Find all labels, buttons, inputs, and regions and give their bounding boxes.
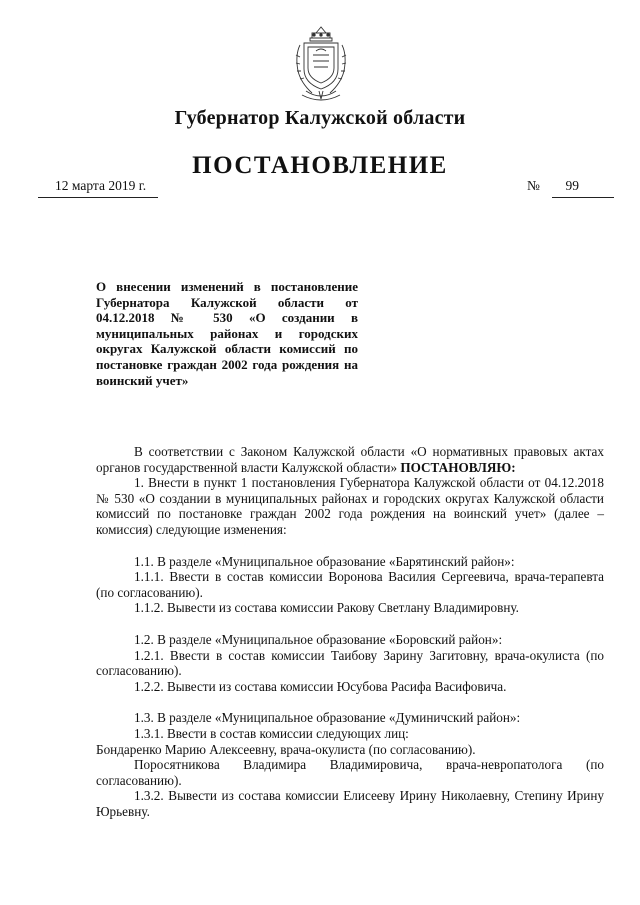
paragraph-1-1-1: 1.1.1. Ввести в состав комиссии Воронова Василия Сергеевича, врача-терапевта (по согласованию). [96, 569, 604, 600]
paragraph-1-3-1-person-a: Бондаренко Марию Алексеевну, врача-окулиста (по согласованию). [96, 741, 476, 757]
paragraph-1-2-2: 1.2.2. Вывести из состава комиссии Юсубова Расифа Васифовича. [134, 678, 507, 694]
document-type-heading: ПОСТАНОВЛЕНИЕ [192, 152, 448, 179]
preamble-text: В соответствии с Законом Калужской области «О нормативных правовых актах органов государственной власти Калужской области» [96, 444, 604, 475]
paragraph-1-3-2: 1.3.2. Вывести из состава комиссии Елисееву Ирину Николаевну, Степину Ирину Юрьевну. [96, 788, 604, 819]
paragraph-1-3-1: 1.3.1. Ввести в состав комиссии следующих лиц: [134, 725, 409, 741]
paragraph-1: 1. Внести в пункт 1 постановления Губернатора Калужской области от 04.12.2018 № 530 «О создании в муниципальных районах и городских округах Калужской области комиссий по постановке граждан 2002 года рождения на воинский учет» (далее – комиссия) следующие изменения: [96, 475, 604, 537]
date-underline [38, 197, 158, 198]
number-sign: № [527, 178, 540, 193]
paragraph-1-3-1-person-b: Поросятникова Владимира Владимировича, врача-невропатолога (по согласованию). [96, 757, 604, 788]
paragraph-1-1: 1.1. В разделе «Муниципальное образование «Барятинский район»: [134, 553, 515, 569]
document-number: 99 [565, 178, 580, 193]
document-number-block [527, 178, 601, 194]
coat-of-arms-emblem [292, 25, 350, 103]
number-underline [552, 197, 614, 198]
authority-title: Губернатор Калужской области [174, 107, 466, 129]
document-title: О внесении изменений в постановление Губернатора Калужской области от 04.12.2018 № 530 «О создании в муниципальных районах и городских округах Калужской области комиссий по постановке граждан 2002 года рождения на воинский учет» [96, 279, 358, 388]
paragraph-1-2: 1.2. В разделе «Муниципальное образование «Боровский район»: [134, 631, 503, 647]
document-body [96, 444, 604, 819]
decree-word: ПОСТАНОВЛЯЮ: [400, 459, 516, 475]
paragraph-1-1-2: 1.1.2. Вывести из состава комиссии Ракову Светлану Владимировну. [134, 600, 519, 616]
paragraph-1-2-1: 1.2.1. Ввести в состав комиссии Таибову Зарину Загитовну, врача-окулиста (по согласованию). [96, 647, 604, 679]
paragraph-1-3: 1.3. В разделе «Муниципальное образование «Думиничский район»: [134, 710, 521, 726]
preamble-paragraph [96, 444, 604, 475]
document-date: 12 марта 2019 г. [55, 178, 147, 193]
